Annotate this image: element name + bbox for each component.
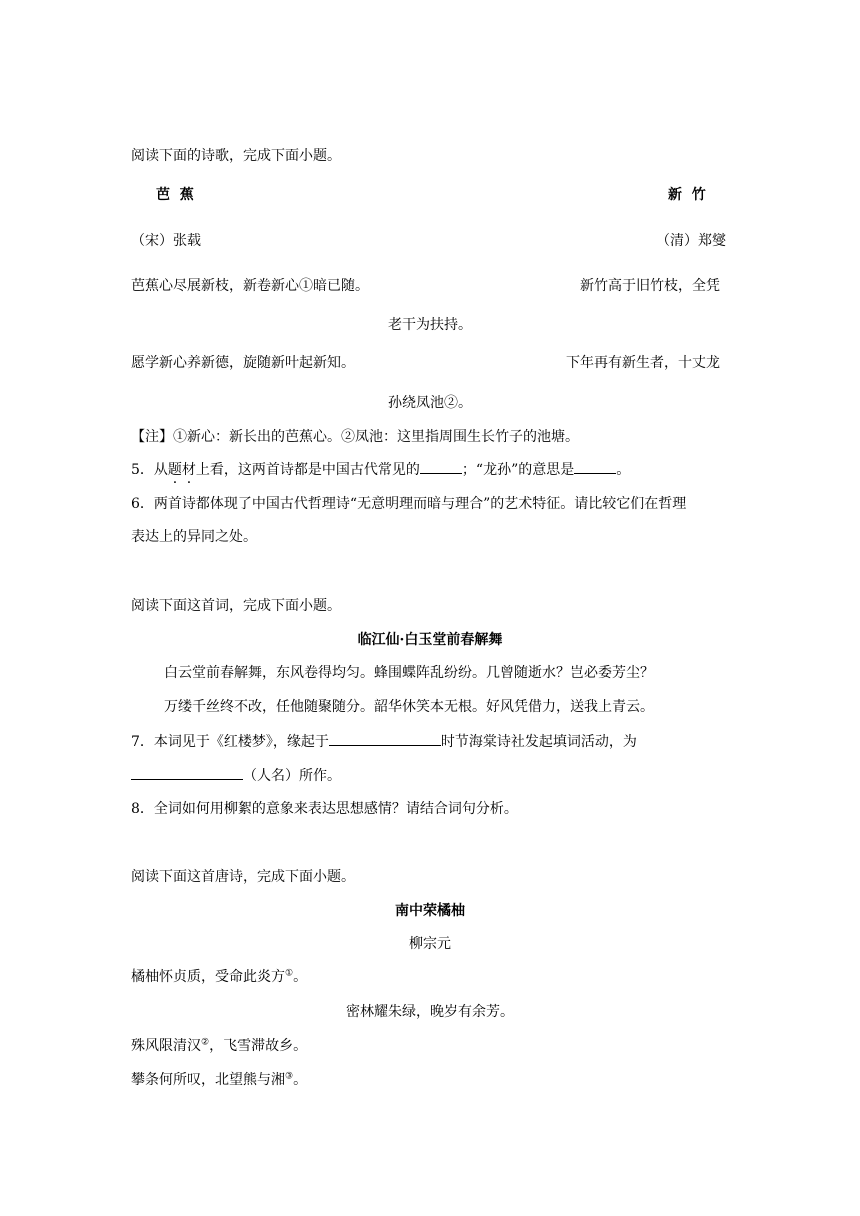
ci-title: 临江仙·白玉堂前春解舞	[357, 632, 503, 648]
q5-end: 。	[616, 462, 631, 478]
poem2-title: 新 竹	[668, 187, 706, 203]
q7-b: 时节海棠诗社发起填词活动，为	[440, 734, 637, 750]
poem3-line3-text: 殊风限清汉	[131, 1038, 201, 1054]
poem3-line4-text: 攀条何所叹，北望熊与湘	[131, 1072, 285, 1088]
poem3-author: 柳宗元	[409, 936, 451, 952]
q5-emph-ti: 题	[167, 462, 182, 478]
poem2-line1b: 老干为扶持。	[388, 317, 472, 333]
q7-c: （人名）所作。	[243, 768, 341, 784]
q5-emph-cai: 材	[181, 462, 196, 478]
q7-blank-1[interactable]	[329, 731, 441, 746]
ci-line2: 万缕千丝终不改，任他随聚随分。韶华休笑本无根。好风凭借力，送我上青云。	[164, 699, 654, 715]
poem1-author: （宋）张载	[131, 233, 201, 249]
footnote-mark-2: ②	[201, 1037, 210, 1048]
poem2-author: （清）郑燮	[656, 233, 726, 249]
q7-a: 7．本词见于《红楼梦》，缘起于	[131, 734, 329, 750]
question-8: 8．全词如何用柳絮的意象来表达思想感情？请结合词句分析。	[131, 801, 518, 817]
poem3-line1-text: 橘柚怀贞质，受命此炎方	[131, 969, 285, 985]
footnote-mark-1: ①	[285, 968, 294, 979]
poem3-line2: 密林耀朱绿，晚岁有余芳。	[346, 1004, 514, 1020]
poem3-line1	[131, 967, 307, 987]
question-6-line1: 6．两首诗都体现了中国古代哲理诗“无意明理而暗与理合”的艺术特征。请比较它们在哲理	[131, 496, 687, 512]
ci-line1: 白云堂前春解舞，东风卷得均匀。蜂围蝶阵乱纷纷。几曾随逝水？岂必委芳尘？	[164, 665, 654, 681]
poem1-line2: 愿学新心养新德，旋随新叶起新知。	[131, 355, 355, 371]
poem3-line3-end: ，飞雪滞故乡。	[209, 1038, 308, 1054]
question-5	[131, 459, 630, 480]
poem2-line1a: 新竹高于旧竹枝，全凭	[580, 278, 720, 294]
poem2-line2b: 孙绕凤池②。	[388, 395, 472, 411]
question-6-line2: 表达上的异同之处。	[131, 529, 257, 545]
q5-mid2: ；“龙孙”的意思是	[461, 462, 575, 478]
poem3-title: 南中荣橘柚	[395, 903, 465, 919]
section2-intro: 阅读下面这首词，完成下面小题。	[131, 598, 341, 614]
section3-intro: 阅读下面这首唐诗，完成下面小题。	[131, 869, 355, 885]
question-7-line2	[131, 765, 341, 786]
poem2-line2a: 下年再有新生者，十丈龙	[566, 355, 720, 371]
poem3-line4-end: 。	[293, 1072, 308, 1088]
footnote-mark-3: ③	[285, 1071, 294, 1082]
poem3-line4	[131, 1070, 307, 1090]
question-7-line1	[131, 731, 637, 752]
q5-mid: 上看，这两首诗都是中国古代常见的	[195, 462, 420, 478]
q7-blank-2[interactable]	[131, 765, 243, 780]
poem3-line1-end: 。	[293, 969, 308, 985]
poem3-line3	[131, 1036, 307, 1056]
q5-blank-1[interactable]	[420, 459, 462, 474]
poem1-line1: 芭蕉心尽展新枝，新卷新心①暗已随。	[131, 278, 369, 294]
q5-pre: 5．从	[131, 462, 168, 478]
section1-intro: 阅读下面的诗歌，完成下面小题。	[131, 148, 341, 164]
poem1-title: 芭 蕉	[156, 187, 194, 203]
q5-blank-2[interactable]	[574, 459, 616, 474]
note: 【注】①新心：新长出的芭蕉心。②凤池：这里指周围生长竹子的池塘。	[131, 429, 579, 445]
